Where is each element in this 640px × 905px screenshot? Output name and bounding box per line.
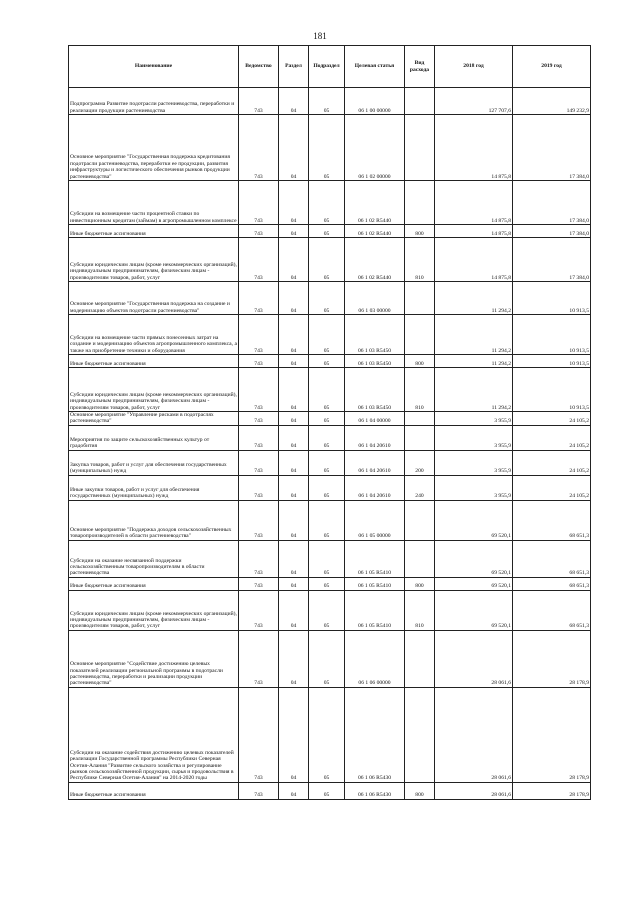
row-expense: 810 [405,238,435,282]
row-target: 06 1 06 R5430 [345,687,405,782]
row-target: 06 1 03 R5450 [345,355,405,368]
row-amount-2019: 28 178,9 [513,687,591,782]
row-department: 743 [239,225,279,238]
row-section: 04 [279,782,309,799]
row-subsection: 05 [309,315,345,355]
row-department: 743 [239,590,279,630]
header-subsection: Подраздел [309,46,345,88]
row-amount-2019: 10 913,5 [513,282,591,315]
row-subsection: 05 [309,88,345,115]
header-section: Раздел [279,46,309,88]
row-subsection: 05 [309,475,345,500]
row-name: Основное мероприятие "Управление рисками в подотраслях растениеводства" [69,412,239,426]
row-amount-2018: 28 061,6 [435,687,513,782]
row-section: 04 [279,282,309,315]
row-target: 06 1 04 20610 [345,450,405,475]
row-name: Иные бюджетные ассигнования [69,355,239,368]
row-amount-2019: 68 651,3 [513,540,591,577]
row-amount-2019: 24 105,2 [513,412,591,426]
row-amount-2018: 14 875,8 [435,238,513,282]
table-row [69,238,591,282]
row-department: 743 [239,355,279,368]
row-target: 06 1 05 00000 [345,500,405,540]
row-department: 743 [239,630,279,687]
table-row [69,590,591,630]
row-expense: 800 [405,577,435,590]
row-expense: 810 [405,368,435,412]
row-section: 04 [279,590,309,630]
row-amount-2019: 28 178,9 [513,782,591,799]
row-subsection: 05 [309,630,345,687]
row-amount-2019: 10 913,5 [513,355,591,368]
row-subsection: 05 [309,238,345,282]
row-amount-2018: 3 955,9 [435,425,513,450]
budget-table [68,45,591,800]
table-row [69,540,591,577]
page-number: 181 [313,31,327,41]
row-amount-2019: 17 384,0 [513,225,591,238]
row-subsection: 05 [309,225,345,238]
table-row [69,412,591,426]
row-section: 04 [279,315,309,355]
row-section: 04 [279,500,309,540]
row-section: 04 [279,475,309,500]
row-department: 743 [239,540,279,577]
row-amount-2019: 68 651,3 [513,590,591,630]
row-amount-2018: 11 294,2 [435,368,513,412]
row-name: Мероприятия по защите сельскохозяйственных культур от градобития [69,425,239,450]
table-row [69,282,591,315]
row-expense [405,425,435,450]
header-name: Наименование [69,46,239,88]
row-subsection: 05 [309,368,345,412]
row-amount-2019: 28 178,9 [513,630,591,687]
table-row [69,687,591,782]
table-row [69,315,591,355]
row-amount-2018: 11 294,2 [435,315,513,355]
row-name: Иные бюджетные ассигнования [69,225,239,238]
row-amount-2019: 10 913,5 [513,368,591,412]
row-target: 06 1 06 00000 [345,630,405,687]
row-subsection: 05 [309,687,345,782]
row-amount-2018: 28 061,6 [435,630,513,687]
row-amount-2018: 14 875,8 [435,225,513,238]
row-name: Субсидии на возмещение части процентной ставки по инвестиционным кредитам (займам) в агропромышленном комплексе [69,181,239,225]
table-body [69,88,591,800]
row-target: 06 1 02 R5440 [345,225,405,238]
row-amount-2018: 14 875,8 [435,115,513,181]
row-amount-2018: 69 520,1 [435,500,513,540]
row-target: 06 1 03 R5450 [345,368,405,412]
row-name: Субсидии на оказание содействия достижению целевых показателей реализации Государственной программы Республики Северная Осетия-Алания "Развитие сельского хозяйства и регулирование рынков сельскохозяйственной продукции, сырья и продовольствия в Республике Северная Осетия-Алания" на 2014-2020 годы [69,687,239,782]
row-expense [405,687,435,782]
row-amount-2019: 68 651,3 [513,500,591,540]
row-expense [405,115,435,181]
table-row [69,225,591,238]
table-row [69,425,591,450]
table-row [69,450,591,475]
row-subsection: 05 [309,355,345,368]
row-section: 04 [279,687,309,782]
row-department: 743 [239,88,279,115]
row-amount-2019: 10 913,5 [513,315,591,355]
header-year-2019: 2019 год [513,46,591,88]
row-department: 743 [239,181,279,225]
row-amount-2018: 28 061,6 [435,782,513,799]
table-row [69,368,591,412]
row-expense [405,630,435,687]
row-section: 04 [279,355,309,368]
row-name: Основное мероприятие "Государственная поддержка кредитования подотрасли растениеводства, переработки ее продукции, развития инфраструктуры и логистического обеспечения рынков продукции растениеводства" [69,115,239,181]
row-target: 06 1 04 00000 [345,412,405,426]
row-department: 743 [239,315,279,355]
row-section: 04 [279,88,309,115]
table-row [69,355,591,368]
table-row [69,181,591,225]
row-target: 06 1 04 20610 [345,425,405,450]
row-department: 743 [239,687,279,782]
table-row [69,500,591,540]
row-target: 06 1 00 00000 [345,88,405,115]
row-target: 06 1 02 R5440 [345,238,405,282]
row-expense: 800 [405,355,435,368]
table-row [69,782,591,799]
row-section: 04 [279,425,309,450]
row-amount-2019: 24 105,2 [513,450,591,475]
row-name: Субсидии на оказание несвязанной поддержки сельскохозяйственным товаропроизводителям в области растениеводства [69,540,239,577]
row-amount-2019: 24 105,2 [513,475,591,500]
row-department: 743 [239,782,279,799]
row-department: 743 [239,500,279,540]
row-section: 04 [279,412,309,426]
row-department: 743 [239,475,279,500]
row-amount-2018: 14 875,8 [435,181,513,225]
row-name: Субсидии юридическим лицам (кроме некоммерческих организаций), индивидуальным предпринимателям, физическим лицам - производителям товаров, работ, услуг [69,238,239,282]
row-amount-2019: 149 232,9 [513,88,591,115]
row-department: 743 [239,115,279,181]
row-subsection: 05 [309,782,345,799]
row-subsection: 05 [309,450,345,475]
row-section: 04 [279,577,309,590]
row-amount-2019: 17 384,0 [513,181,591,225]
row-department: 743 [239,282,279,315]
row-target: 06 1 02 00000 [345,115,405,181]
row-amount-2018: 3 955,9 [435,412,513,426]
table-row [69,577,591,590]
header-year-2018: 2018 год [435,46,513,88]
row-name: Субсидии юридическим лицам (кроме некоммерческих организаций), индивидуальным предпринимателям, физическим лицам - производителям товаров, работ, услуг [69,368,239,412]
row-target: 06 1 05 R5410 [345,577,405,590]
table-row [69,115,591,181]
row-expense: 810 [405,590,435,630]
row-subsection: 05 [309,425,345,450]
row-amount-2018: 3 955,9 [435,475,513,500]
row-name: Основное мероприятие "Содействие достижению целевых показателей реализации региональной программы в подотрасли растениеводства, переработки и реализации продукции растениеводства" [69,630,239,687]
row-department: 743 [239,425,279,450]
row-name: Закупка товаров, работ и услуг для обеспечения государственных (муниципальных) нужд [69,450,239,475]
row-department: 743 [239,577,279,590]
header-expense: Вид расхода [405,46,435,88]
row-target: 06 1 05 R5410 [345,590,405,630]
row-section: 04 [279,450,309,475]
row-name: Подпрограмма Развитие подотрасли растениеводства, переработки и реализации продукции растениеводства [69,88,239,115]
row-section: 04 [279,225,309,238]
row-expense: 200 [405,450,435,475]
row-target: 06 1 04 20610 [345,475,405,500]
row-expense: 800 [405,225,435,238]
row-department: 743 [239,368,279,412]
row-amount-2019: 17 384,0 [513,238,591,282]
row-section: 04 [279,368,309,412]
table-row [69,630,591,687]
row-section: 04 [279,181,309,225]
row-expense [405,315,435,355]
row-expense [405,88,435,115]
row-subsection: 05 [309,540,345,577]
row-amount-2018: 69 520,1 [435,577,513,590]
row-amount-2018: 127 707,6 [435,88,513,115]
row-expense [405,181,435,225]
row-subsection: 05 [309,412,345,426]
row-amount-2019: 17 384,0 [513,115,591,181]
row-name: Иные бюджетные ассигнования [69,577,239,590]
row-amount-2018: 69 520,1 [435,590,513,630]
row-expense [405,540,435,577]
row-department: 743 [239,412,279,426]
row-expense: 240 [405,475,435,500]
header-target: Целевая статья [345,46,405,88]
row-amount-2018: 69 520,1 [435,540,513,577]
row-name: Субсидии на возмещение части прямых понесенных затрат на создание и модернизацию объектов агропромышленного комплекса, а также на приобретение техники и оборудования [69,315,239,355]
row-expense [405,412,435,426]
row-subsection: 05 [309,577,345,590]
row-amount-2019: 24 105,2 [513,425,591,450]
row-name: Основное мероприятие "Поддержка доходов сельскохозяйственных товаропроизводителей в области растениеводства" [69,500,239,540]
row-name: Иные закупки товаров, работ и услуг для обеспечения государственных (муниципальных) нужд [69,475,239,500]
row-section: 04 [279,115,309,181]
row-subsection: 05 [309,115,345,181]
row-section: 04 [279,540,309,577]
row-target: 06 1 02 R5440 [345,181,405,225]
row-section: 04 [279,238,309,282]
row-section: 04 [279,630,309,687]
row-name: Основное мероприятие "Государственная поддержка на создание и модернизацию объектов подотрасли растениеводства" [69,282,239,315]
row-name: Субсидии юридическим лицам (кроме некоммерческих организаций), индивидуальным предпринимателям, физическим лицам - производителям товаров, работ, услуг [69,590,239,630]
row-target: 06 1 03 00000 [345,282,405,315]
row-subsection: 05 [309,282,345,315]
row-expense [405,500,435,540]
row-subsection: 05 [309,181,345,225]
row-expense: 800 [405,782,435,799]
row-target: 06 1 06 R5430 [345,782,405,799]
row-amount-2019: 68 651,3 [513,577,591,590]
row-amount-2018: 3 955,9 [435,450,513,475]
row-expense [405,282,435,315]
row-target: 06 1 05 R5410 [345,540,405,577]
row-subsection: 05 [309,590,345,630]
table-header-row [69,46,591,88]
table-row [69,475,591,500]
row-amount-2018: 11 294,2 [435,282,513,315]
row-name: Иные бюджетные ассигнования [69,782,239,799]
table-row [69,88,591,115]
row-department: 743 [239,238,279,282]
row-subsection: 05 [309,500,345,540]
row-department: 743 [239,450,279,475]
header-department: Ведомство [239,46,279,88]
row-target: 06 1 03 R5450 [345,315,405,355]
row-amount-2018: 11 294,2 [435,355,513,368]
